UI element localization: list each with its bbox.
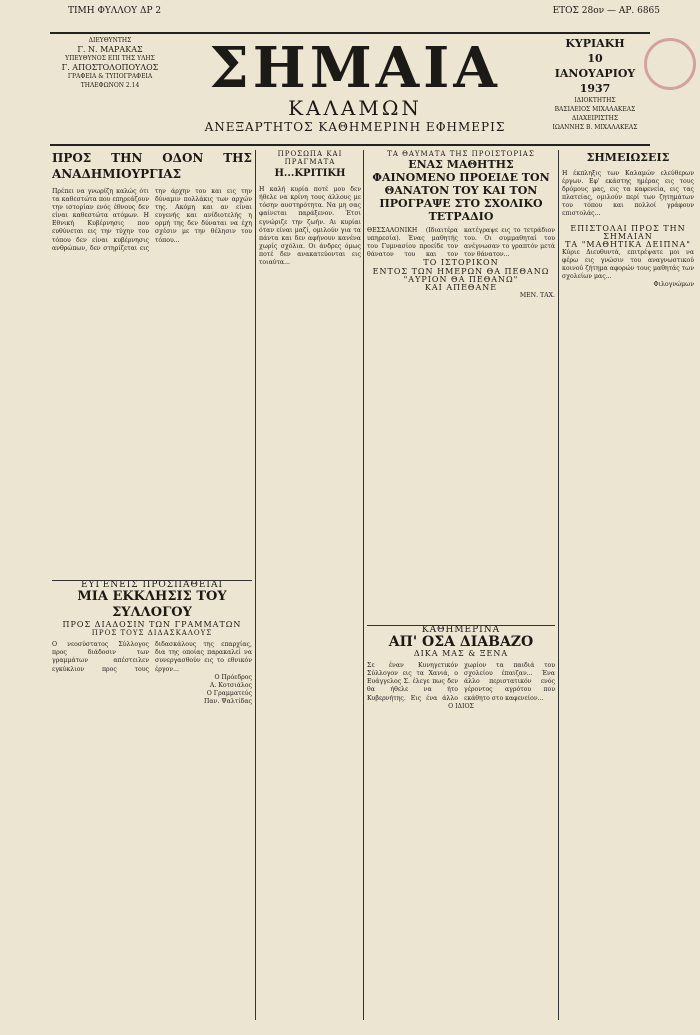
article-body: Πρέπει να γνωρίζη καλώς ότι τα καθεστώτα που επηρεάζουν την ιστορίαν ενός έθνους δεν είναι καθεστώτα ατόμων. Η Εθνική Κυβέρνησις που ευθύνεται εις την τύχην του τόπου δεν είναι κυβέρνησις ανθρώπων, δεν στηρίζεται εις την άρχην του και εις την δύναμιν πολλάκις των αρχών της. Ακόμη και αν είναι ευγενής και ανίδιοτελής η ορμή της δεν δύναται να έχη σχέσιν με την θέλησιν του τόπου... — [52, 188, 252, 252]
article-body: Η καλή κυρία ποτέ μου δεν ήθελε να κρίνη τους άλλους με τόσην αυστηρότητα. Να μη σας φαίνεται παράξενον. Έτσι εγνώριζε την ζωήν. Αι κυρίαι όταν είναι μαζί, ομιλούν για τα πάντα και δεν αφήνουν κανένα χωρίς σχόλια. Οι άνδρες όμως ποτέ δεν ανακατεύονται εις τοιαύτα... — [259, 186, 361, 267]
article-reconstruction — [52, 150, 252, 570]
article-title: ΕΝΑΣ ΜΑΘΗΤΗΣ ΦΑΙΝΟΜΕΝΟ ΠΡΟΕΙΔΕ ΤΟΝ ΘΑΝΑΤΟΝ ΤΟΥ ΚΑΙ ΤΟΝ ΠΡΟΓΡΑΨΕ ΣΤΟ ΣΧΟΛΙΚΟ ΤΕΤΡΑΔΙΟ — [372, 158, 550, 224]
article-title: ΜΙΑ ΕΚΚΛΗΣΙΣ ΤΟΥ ΣΥΛΛΟΓΟΥ — [77, 589, 227, 621]
section-header: ΠΡΟΣΩΠΑ ΚΑΙ ΠΡΑΓΜΑΤΑ — [277, 150, 343, 167]
article-signature: ΜΕΝ. ΤΑΧ. — [519, 291, 555, 299]
newspaper-title: ΣΗΜΑΙΑ — [209, 35, 501, 101]
year-issue-label: ΕΤΟΣ 28ον — ΑΡ. 6865 — [552, 6, 660, 16]
section-header: ΤΑ ΘΑΥΜΑΤΑ ΤΗΣ ΠΡΟΙΣΤΟΡΙΑΣ — [387, 150, 535, 158]
article-subtitle: ΔΙΚΑ ΜΑΣ & ΞΕΝΑ — [413, 649, 509, 659]
signature-block — [52, 674, 252, 706]
article-body: ΘΕΣΣΑΛΟΝΙΚΗ (Ιδιαιτέρα υπηρεσία). Ένας μαθητής του Γυμνασίου προείδε τον θάνατον του και τον κατέγραψε εις το τετράδιον του. Οι συμμαθηταί του ανέγνωσαν το γραπτόν μετά τον θάνατον... — [367, 227, 555, 259]
section-header: ΕΥΓΕΝΕΙΣ ΠΡΟΣΠΑΘΕΙΑΙ — [80, 580, 224, 590]
masthead-left-box — [50, 36, 170, 90]
article-notes — [562, 150, 694, 1020]
signature-title: Ο Πρόεδρος — [214, 673, 252, 681]
section-header: ΣΗΜΕΙΩΣΕΙΣ — [586, 151, 670, 164]
article-signature: Ο ΙΔΙΟΣ — [448, 702, 474, 710]
article-what-i-read — [367, 625, 555, 1021]
manager-label: ΔΙΑΧΕΙΡΙΣΤΗΣ — [571, 115, 619, 122]
article-subtitle-2: ΠΡΟΣ ΤΟΥΣ ΔΙΔΑΣΚΑΛΟΥΣ — [91, 629, 213, 638]
article-subhead-2: ΕΝΤΟΣ ΤΩΝ ΗΜΕΡΩΝ ΘΑ ΠΕΘΑΝΩ — [372, 266, 550, 276]
article-subtitle: ΠΡΟΣ ΔΙΑΔΟΣΙΝ ΤΩΝ ΓΡΑΜΜΑΤΩΝ — [62, 620, 242, 630]
editor-label: ΥΠΕΥΘΥΝΟΣ ΕΠΙ ΤΗΣ ΥΛΗΣ — [65, 55, 155, 62]
article-body: Σε έναν Κυνηγετικόν Σύλλογον εις τα Χανιά, ο Ευάγγελος Σ. έλεγε πως δεν θα ήθελε να ήτο Κυβερνήτης. Εις ένα άλλο χωρίον τα παιδιά του σχολείου έπαιζαν... Ένα άλλο περιστατικόν ενός γέροντος αγρότου που εκάθητο στο καφενείον... — [367, 662, 555, 702]
column-rule-1 — [255, 150, 256, 1020]
article-student-phenomenon — [367, 150, 555, 620]
newspaper-tagline: ΑΝΕΞΑΡΤΗΤΟΣ ΚΑΘΗΜΕΡΙΝΗ ΕΦΗΜΕΡΙΣ — [204, 120, 506, 134]
signature-name: Α. Κοτσιάλος — [209, 681, 252, 689]
article-subhead-1: ΤΟ ΙΣΤΟΡΙΚΟΝ — [423, 258, 499, 268]
section-header: ΚΑΘΗΜΕΡΙΝΑ — [421, 625, 501, 635]
article-criticism — [259, 150, 361, 1020]
day-number: 10 — [587, 52, 603, 65]
column-rule-2 — [363, 150, 364, 1020]
masthead-right-box — [540, 36, 650, 132]
article-association — [52, 580, 252, 1021]
article-title: ΠΡΟΣ ΤΗΝ ΟΔΟΝ ΤΗΣ ΑΝΑΔΗΜΙΟΥΡΓΙΑΣ — [52, 151, 252, 181]
director-label: ΔΙΕΥΘΥΝΤΗΣ — [88, 37, 132, 44]
editor-name: Γ. ΑΠΟΣΤΟΛΟΠΟΥΛΟΣ — [61, 63, 159, 72]
article-subhead: ΕΠΙΣΤΟΛΑΙ ΠΡΟΣ ΤΗΝ ΣΗΜΑΙΑΝ — [570, 223, 686, 241]
masthead — [50, 32, 650, 146]
signature-title-2: Ο Γραμματεύς — [206, 689, 252, 697]
director-name: Γ. Ν. ΜΑΡΑΚΑΣ — [77, 45, 143, 54]
library-stamp — [644, 38, 696, 90]
year: 1937 — [579, 82, 611, 95]
article-body: Η έκπληξις των Καλαμών ελεύθερων έργων. Εφ' εκάστης ημέρας εις τους δρόμους μας, εις τα καφενεία, εις τας πλατείας, ομιλούν περί των ζητημάτων του τόπου και πολλοί γράφουν επιστολάς... — [562, 170, 694, 218]
newspaper-city: ΚΑΛΑΜΩΝ — [288, 96, 422, 120]
article-title: ΑΠ' ΟΣΑ ΔΙΑΒΑΖΟ — [388, 634, 534, 651]
owner-label: ΙΔΙΟΚΤΗΤΗΣ — [574, 97, 616, 104]
owner-name: ΒΑΣΙΛΕΙΟΣ ΜΙΧΑΛΑΚΕΑΣ — [554, 106, 636, 113]
phone-label: ΤΗΛΕΦΩΝΟΝ 2.14 — [80, 82, 140, 89]
top-line — [60, 6, 660, 20]
article-subhead-3: ΚΑΙ ΑΠΕΘΑΝΕ — [424, 282, 498, 292]
weekday: ΚΥΡΙΑΚΗ — [565, 37, 625, 50]
column-rule-3 — [558, 150, 559, 1020]
price-label: ΤΙΜΗ ΦΥΛΛΟΥ ΔΡ 2 — [68, 6, 162, 16]
masthead-title-block — [170, 35, 540, 134]
offices-label: ΓΡΑΦΕΙΑ & ΤΥΠΟΓΡΑΦΕΙΑ — [67, 73, 153, 80]
month: ΙΑΝΟΥΑΡΙΟΥ — [554, 67, 636, 80]
article-body: Ο νεοσύστατος Σύλλογος προς διάδοσιν των γραμμάτων απέστειλεν εγκύκλιον προς τους διδασκάλους της επαρχίας, δια της οποίας παρακαλεί να συνεργασθούν εις το εθνικόν έργον... — [52, 641, 252, 673]
article-quote: "ΑΥΡΙΟΝ ΘΑ ΠΕΘΑΝΩ" — [403, 274, 519, 284]
article-signature: Φιλογνώμων — [653, 281, 694, 289]
article-subhead-2: ΤΑ "ΜΑΘΗΤΙΚΑ ΔΕΙΠΝΑ" — [565, 239, 691, 249]
signature-name-2: Παν. Ψαλτίδας — [203, 697, 252, 705]
article-title: Η...ΚΡΙΤΙΚΗ — [274, 168, 346, 180]
article-body-2: Κύριε Διευθυντά, επιτρέψατε μοι να φέρω εις γνώσιν του αναγνωστικού κοινού ζήτημα αφορών τους μαθητάς των σχολείων μας... — [562, 248, 694, 281]
manager-name: ΙΩΑΝΝΗΣ Β. ΜΙΧΑΛΑΚΕΑΣ — [552, 124, 638, 131]
